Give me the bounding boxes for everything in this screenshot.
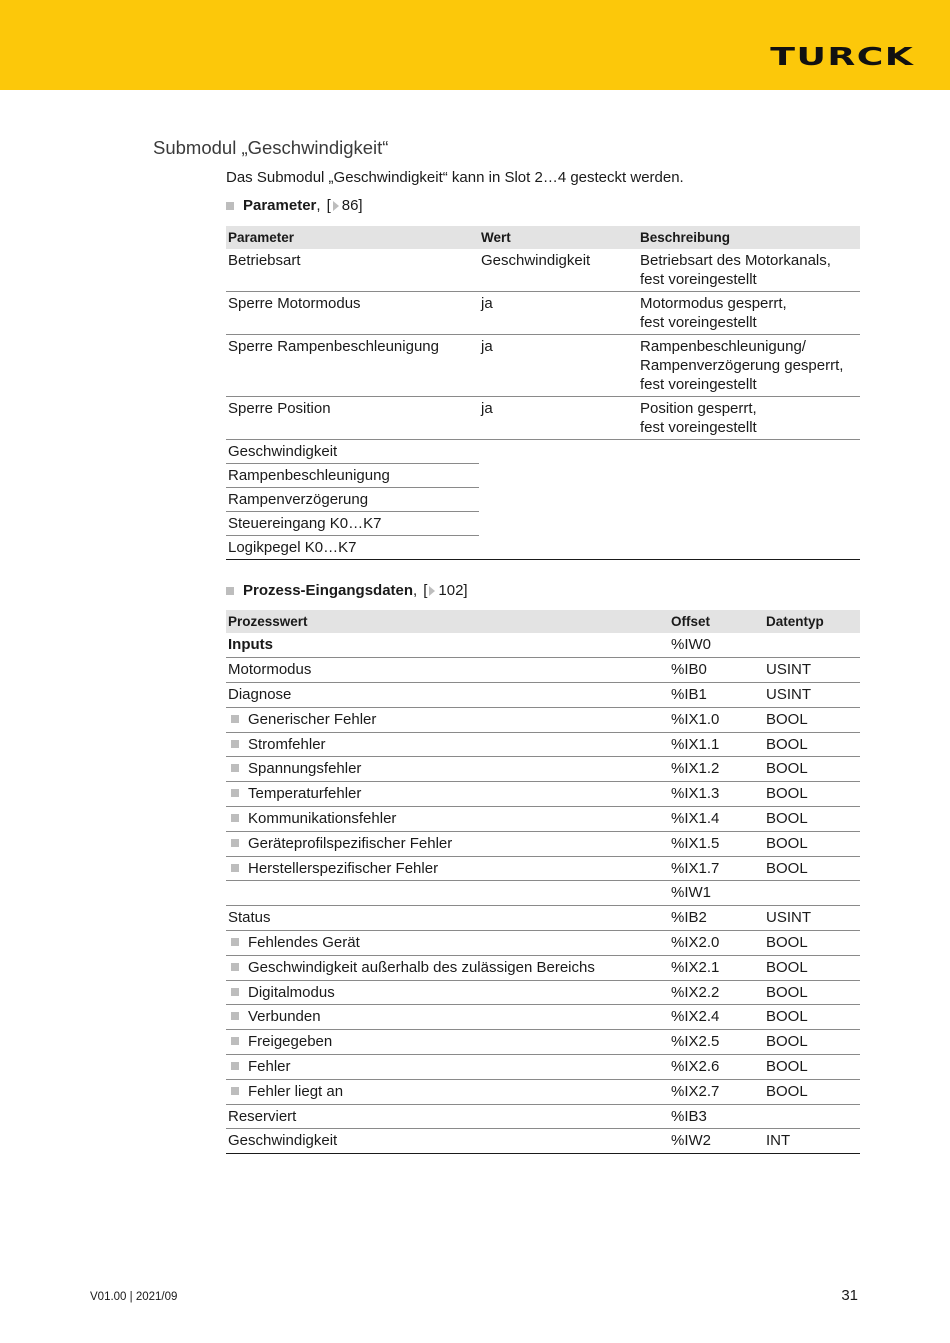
cell-datentyp: BOOL: [764, 831, 860, 856]
cell-datentyp: USINT: [764, 658, 860, 683]
prozesswert-label: Motormodus: [228, 661, 312, 679]
cell-offset: %IX1.3: [669, 782, 764, 807]
cell-wert: [479, 536, 638, 560]
table-row: [226, 856, 860, 881]
table-row: [226, 707, 860, 732]
cell-prozesswert: [226, 807, 669, 832]
cell-datentyp: USINT: [764, 683, 860, 708]
cell-datentyp: BOOL: [764, 757, 860, 782]
table-row: [226, 931, 860, 956]
prozesswert-label: Fehler: [248, 1057, 291, 1075]
cell-datentyp: BOOL: [764, 931, 860, 956]
cell-datentyp: BOOL: [764, 732, 860, 757]
bullet-square-icon: [231, 764, 239, 772]
cell-beschreibung: [638, 488, 860, 512]
cell-prozesswert: [226, 1055, 669, 1080]
bullet-square-icon: [231, 1062, 239, 1070]
table-row: [226, 440, 860, 464]
cell-datentyp: [764, 633, 860, 658]
parameter-ref-label: Parameter: [243, 197, 317, 214]
cell-prozesswert: [226, 1079, 669, 1104]
prozesswert-label: Diagnose: [228, 685, 292, 703]
cell-wert: ja: [479, 292, 638, 335]
table-row: [226, 488, 860, 512]
cell-prozesswert: [226, 633, 669, 658]
cell-prozesswert: [226, 1030, 669, 1055]
table-row: [226, 335, 860, 397]
section-title: Submodul „Geschwindigkeit“: [153, 137, 389, 158]
prozesswert-label: Generischer Fehler: [248, 710, 377, 728]
cell-wert: [479, 512, 638, 536]
cell-datentyp: BOOL: [764, 1030, 860, 1055]
cell-beschreibung: [638, 512, 860, 536]
cell-offset: %IX1.4: [669, 807, 764, 832]
prozesswert-label: Geschwindigkeit außerhalb des zulässigen Bereichs: [248, 958, 595, 976]
cell-wert: [479, 464, 638, 488]
prozesswert-label: Status: [228, 909, 271, 927]
table-row: [226, 1030, 860, 1055]
table-row: [226, 881, 860, 906]
cell-offset: %IX1.0: [669, 707, 764, 732]
table-row: [226, 658, 860, 683]
prozesswert-label: Digitalmodus: [248, 983, 335, 1001]
prozesswert-label: Verbunden: [248, 1008, 321, 1026]
cell-parameter: Sperre Rampenbeschleunigung: [226, 335, 479, 397]
parameter-ref-link[interactable]: 86]: [341, 197, 363, 214]
cell-offset: %IX1.1: [669, 732, 764, 757]
cell-offset: %IW2: [669, 1129, 764, 1154]
col-header-datentyp: Datentyp: [764, 610, 860, 633]
cell-offset: %IB0: [669, 658, 764, 683]
cell-beschreibung: Betriebsart des Motorkanals, fest voreingestellt: [638, 249, 860, 292]
table-row: [226, 906, 860, 931]
bullet-square-icon: [231, 938, 239, 946]
footer-version: V01.00 | 2021/09: [90, 1291, 178, 1303]
bullet-square-icon: [231, 740, 239, 748]
cell-prozesswert: [226, 1005, 669, 1030]
table-row: [226, 249, 860, 292]
cell-prozesswert: [226, 757, 669, 782]
cell-parameter: Rampenbeschleunigung: [226, 464, 479, 488]
cell-offset: %IW1: [669, 881, 764, 906]
prozesswert-label: Geschwindigkeit: [228, 1132, 338, 1150]
prozesswert-label: Freigegeben: [248, 1033, 333, 1051]
prozesswert-label: Herstellerspezifischer Fehler: [248, 859, 439, 877]
cell-parameter: Logikpegel K0…K7: [226, 536, 479, 560]
table-row: [226, 536, 860, 560]
bullet-square-icon: [226, 587, 234, 595]
prozesswert-label: Temperaturfehler: [248, 785, 362, 803]
cell-datentyp: BOOL: [764, 980, 860, 1005]
col-header-prozesswert: Prozesswert: [226, 610, 669, 633]
process-ref-label: Prozess-Eingangsdaten: [243, 582, 414, 599]
table-row: [226, 1129, 860, 1154]
cell-datentyp: BOOL: [764, 707, 860, 732]
parameter-ref-open: [: [326, 197, 331, 214]
cell-beschreibung: Rampenbeschleunigung/ Rampenverzögerung gesperrt, fest voreingestellt: [638, 335, 860, 397]
cell-offset: %IX1.5: [669, 831, 764, 856]
cell-wert: [479, 440, 638, 464]
cell-parameter: Geschwindigkeit: [226, 440, 479, 464]
bullet-square-icon: [231, 1037, 239, 1045]
parameter-reference: [226, 197, 363, 214]
cell-prozesswert: [226, 1129, 669, 1154]
col-header-offset: Offset: [669, 610, 764, 633]
bullet-square-icon: [231, 988, 239, 996]
bullet-square-icon: [231, 789, 239, 797]
cell-wert: ja: [479, 335, 638, 397]
page-number: 31: [841, 1287, 858, 1304]
parameter-ref-sep: ,: [316, 197, 321, 214]
table-row: [226, 1055, 860, 1080]
cell-prozesswert: [226, 856, 669, 881]
cell-prozesswert: [226, 955, 669, 980]
cell-prozesswert: [226, 906, 669, 931]
cell-wert: ja: [479, 397, 638, 440]
cell-prozesswert: [226, 683, 669, 708]
process-ref-open: [: [423, 582, 428, 599]
cell-wert: [479, 488, 638, 512]
cell-beschreibung: Motormodus gesperrt, fest voreingestellt: [638, 292, 860, 335]
cell-offset: %IX1.2: [669, 757, 764, 782]
process-ref-link[interactable]: 102]: [438, 582, 468, 599]
table-row: [226, 464, 860, 488]
col-header-beschreibung: Beschreibung: [638, 226, 860, 249]
table-row: [226, 955, 860, 980]
cell-datentyp: BOOL: [764, 782, 860, 807]
cell-parameter: Betriebsart: [226, 249, 479, 292]
prozesswert-label: Geräteprofilspezifischer Fehler: [248, 834, 453, 852]
cell-parameter: Rampenverzögerung: [226, 488, 479, 512]
prozesswert-label: Spannungsfehler: [248, 760, 362, 778]
table-row: [226, 1079, 860, 1104]
bullet-square-icon: [231, 1087, 239, 1095]
cell-offset: %IX2.5: [669, 1030, 764, 1055]
table-row: [226, 397, 860, 440]
cell-offset: %IX2.1: [669, 955, 764, 980]
cell-datentyp: BOOL: [764, 955, 860, 980]
parameter-table-header: [226, 226, 860, 249]
bullet-square-icon: [231, 864, 239, 872]
header-band: [0, 0, 950, 90]
prozesswert-label: Reserviert: [228, 1107, 297, 1125]
table-row: [226, 757, 860, 782]
cell-offset: %IX2.4: [669, 1005, 764, 1030]
prozesswert-label: Fehler liegt an: [248, 1082, 344, 1100]
cell-datentyp: BOOL: [764, 807, 860, 832]
table-row: [226, 1104, 860, 1129]
cell-offset: %IX2.6: [669, 1055, 764, 1080]
prozesswert-label: Kommunikationsfehler: [248, 809, 397, 827]
cell-prozesswert: [226, 1104, 669, 1129]
cell-datentyp: INT: [764, 1129, 860, 1154]
cell-beschreibung: [638, 440, 860, 464]
table-row: [226, 980, 860, 1005]
bullet-square-icon: [231, 715, 239, 723]
table-row: [226, 782, 860, 807]
cell-beschreibung: Position gesperrt, fest voreingestellt: [638, 397, 860, 440]
table-row: [226, 831, 860, 856]
cell-parameter: Sperre Position: [226, 397, 479, 440]
cell-prozesswert: [226, 931, 669, 956]
cell-datentyp: BOOL: [764, 856, 860, 881]
cell-prozesswert: [226, 707, 669, 732]
cell-offset: %IX2.7: [669, 1079, 764, 1104]
col-header-wert: Wert: [479, 226, 638, 249]
cell-offset: %IB3: [669, 1104, 764, 1129]
bullet-square-icon: [231, 1012, 239, 1020]
prozesswert-label: Inputs: [228, 636, 273, 654]
cell-prozesswert: [226, 881, 669, 906]
process-ref-sep: ,: [413, 582, 418, 599]
cell-datentyp: [764, 881, 860, 906]
cell-datentyp: BOOL: [764, 1005, 860, 1030]
cell-prozesswert: [226, 732, 669, 757]
table-row: [226, 633, 860, 658]
col-header-parameter: Parameter: [226, 226, 479, 249]
table-row: [226, 292, 860, 335]
table-row: [226, 807, 860, 832]
cell-offset: %IX2.2: [669, 980, 764, 1005]
table-row: [226, 683, 860, 708]
process-reference: [226, 582, 468, 599]
page-ref-arrow-icon: [429, 586, 435, 596]
table-row: [226, 732, 860, 757]
cell-wert: Geschwindigkeit: [479, 249, 638, 292]
bullet-square-icon: [231, 814, 239, 822]
cell-datentyp: BOOL: [764, 1055, 860, 1080]
cell-prozesswert: [226, 782, 669, 807]
prozesswert-label: Fehlendes Gerät: [248, 933, 360, 951]
cell-offset: %IB2: [669, 906, 764, 931]
cell-prozesswert: [226, 980, 669, 1005]
cell-beschreibung: [638, 536, 860, 560]
cell-datentyp: [764, 1104, 860, 1129]
table-row: [226, 1005, 860, 1030]
cell-datentyp: USINT: [764, 906, 860, 931]
cell-offset: %IX1.7: [669, 856, 764, 881]
intro-text: Das Submodul „Geschwindigkeit“ kann in Slot 2…4 gesteckt werden.: [226, 169, 684, 186]
bullet-square-icon: [226, 202, 234, 210]
cell-beschreibung: [638, 464, 860, 488]
cell-offset: %IW0: [669, 633, 764, 658]
cell-datentyp: BOOL: [764, 1079, 860, 1104]
cell-offset: %IB1: [669, 683, 764, 708]
process-table-header: [226, 610, 860, 633]
cell-parameter: Steuereingang K0…K7: [226, 512, 479, 536]
cell-prozesswert: [226, 658, 669, 683]
bullet-square-icon: [231, 839, 239, 847]
cell-parameter: Sperre Motormodus: [226, 292, 479, 335]
cell-offset: %IX2.0: [669, 931, 764, 956]
bullet-square-icon: [231, 963, 239, 971]
turck-logo: TURCK: [769, 42, 914, 71]
prozesswert-label: Stromfehler: [248, 735, 326, 753]
process-data-table: [226, 610, 860, 1154]
table-row: [226, 512, 860, 536]
cell-prozesswert: [226, 831, 669, 856]
page-ref-arrow-icon: [333, 201, 339, 211]
parameter-table: [226, 226, 860, 560]
